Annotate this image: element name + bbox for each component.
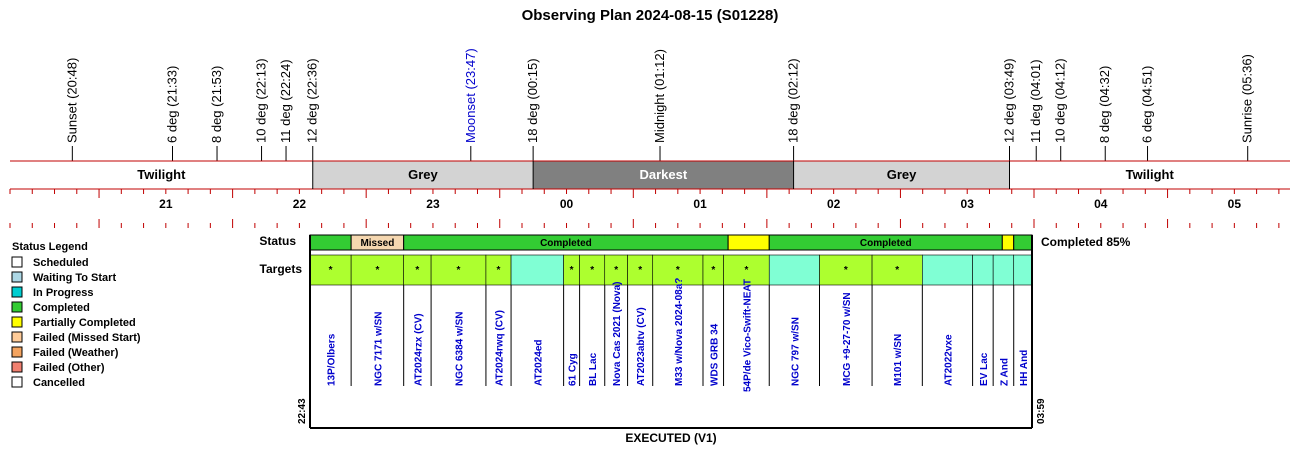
event-label: 6 deg (04:51) xyxy=(1139,65,1155,143)
legend-swatch xyxy=(12,287,22,297)
legend-item-label: Failed (Weather) xyxy=(33,347,119,359)
target-name: AT2023abtv (CV) xyxy=(636,307,648,386)
legend-swatch xyxy=(12,317,22,327)
target-marker: * xyxy=(590,265,595,276)
target-marker: * xyxy=(496,265,501,276)
target-name: AT2024ed xyxy=(533,339,545,386)
target-name: Nova Cas 2021 (Nova) xyxy=(612,281,624,386)
sky-band-label: Darkest xyxy=(639,167,688,182)
target-cell xyxy=(973,255,994,285)
target-name: BL Lac xyxy=(588,352,600,386)
legend-title: Status Legend xyxy=(12,241,88,253)
event-label: Midnight (01:12) xyxy=(652,49,668,143)
completion-text: Completed 85% xyxy=(1041,235,1131,249)
target-name: NGC 7171 w/SN xyxy=(373,311,385,386)
target-name: AT2024rwq (CV) xyxy=(494,310,506,386)
plan-end-time: 03:59 xyxy=(1036,398,1047,424)
legend-swatch xyxy=(12,332,22,342)
target-name: M33 w/Nova 2024-08a? xyxy=(673,277,685,386)
legend-swatch xyxy=(12,272,22,282)
legend-item-label: Cancelled xyxy=(33,377,85,389)
target-name: AT2024rzx (CV) xyxy=(413,313,425,386)
target-cell xyxy=(769,255,819,285)
status-row-label: Status xyxy=(259,234,296,248)
hour-label: 23 xyxy=(426,197,440,211)
target-cell xyxy=(1014,255,1032,285)
status-segment xyxy=(728,235,769,250)
footer-label: EXECUTED (V1) xyxy=(625,431,717,445)
target-marker: * xyxy=(328,265,333,276)
status-segment-label: Missed xyxy=(360,238,395,249)
sky-band-label: Twilight xyxy=(137,167,186,182)
status-segment xyxy=(1014,235,1032,250)
event-label: 10 deg (22:13) xyxy=(253,58,269,143)
event-label: 10 deg (04:12) xyxy=(1052,58,1068,143)
plan-start-time: 22:43 xyxy=(297,398,308,424)
target-name: EV Lac xyxy=(978,352,990,386)
hour-label: 21 xyxy=(159,197,173,211)
status-segment xyxy=(1002,235,1013,250)
target-cell xyxy=(993,255,1014,285)
event-label: 18 deg (00:15) xyxy=(525,58,541,143)
event-label: 8 deg (21:53) xyxy=(209,65,225,143)
sky-band-label: Twilight xyxy=(1125,167,1174,182)
sky-band-label: Grey xyxy=(886,167,917,182)
target-name: 13P/Olbers xyxy=(326,333,338,386)
legend-item-label: In Progress xyxy=(33,287,94,299)
chart-title: Observing Plan 2024-08-15 (S01228) xyxy=(521,7,779,24)
event-label: Moonset (23:47) xyxy=(462,48,478,143)
legend-swatch xyxy=(12,377,22,387)
event-label: 11 deg (22:24) xyxy=(278,59,294,143)
legend-swatch xyxy=(12,302,22,312)
legend-swatch xyxy=(12,257,22,267)
target-marker: * xyxy=(375,265,380,276)
target-cell xyxy=(922,255,972,285)
status-segment-label: Completed xyxy=(540,238,592,249)
target-name: Z And xyxy=(999,358,1011,386)
target-cell xyxy=(511,255,564,285)
status-segment xyxy=(310,235,351,250)
target-marker: * xyxy=(843,265,848,276)
legend-item-label: Waiting To Start xyxy=(33,272,117,284)
target-marker: * xyxy=(614,265,619,276)
target-marker: * xyxy=(711,265,716,276)
status-segment-label: Completed xyxy=(859,238,912,249)
event-label: Sunrise (05:36) xyxy=(1239,54,1255,143)
targets-row-label: Targets xyxy=(259,262,302,276)
event-label: 12 deg (03:49) xyxy=(1001,58,1017,143)
target-name: 61 Cyg xyxy=(567,353,579,386)
legend-item-label: Scheduled xyxy=(33,257,89,269)
target-marker: * xyxy=(415,265,420,276)
legend-swatch xyxy=(12,347,22,357)
event-label: 18 deg (02:12) xyxy=(785,58,801,143)
target-marker: * xyxy=(675,265,680,276)
target-marker: * xyxy=(456,265,461,276)
event-label: 6 deg (21:33) xyxy=(164,65,180,143)
hour-label: 01 xyxy=(693,197,707,211)
target-marker: * xyxy=(744,265,749,276)
target-name: 54P/de Vico-Swift-NEAT xyxy=(742,279,754,392)
event-label: 8 deg (04:32) xyxy=(1097,65,1113,143)
legend-swatch xyxy=(12,362,22,372)
target-name: M101 w/SN xyxy=(893,333,905,386)
target-marker: * xyxy=(569,265,574,276)
target-marker: * xyxy=(895,265,900,276)
hour-axis xyxy=(10,189,1279,228)
hour-label: 22 xyxy=(292,197,307,211)
legend-item-label: Failed (Other) xyxy=(33,362,105,374)
hour-label: 03 xyxy=(960,197,974,211)
legend-item-label: Completed xyxy=(33,302,90,314)
hour-label: 00 xyxy=(559,197,574,211)
target-marker: * xyxy=(638,265,643,276)
legend-item-label: Partially Completed xyxy=(33,317,136,329)
hour-label: 02 xyxy=(826,197,841,211)
target-name: MCG +9-27-70 w/SN xyxy=(841,292,853,386)
target-name: NGC 797 w/SN xyxy=(790,317,802,386)
legend-item-label: Failed (Missed Start) xyxy=(33,332,141,344)
event-label: 11 deg (04:01) xyxy=(1028,59,1044,143)
target-name: WDS GRB 34 xyxy=(709,323,721,386)
sky-bands xyxy=(10,161,1290,189)
event-label: Sunset (20:48) xyxy=(64,57,80,143)
target-name: NGC 6384 w/SN xyxy=(454,311,466,386)
plan-table xyxy=(259,234,1130,445)
hour-label: 05 xyxy=(1227,197,1242,211)
status-legend xyxy=(12,241,141,389)
sky-band-label: Grey xyxy=(408,167,438,182)
target-name: AT2022vxe xyxy=(943,334,955,386)
event-label: 12 deg (22:36) xyxy=(304,58,320,143)
target-name: HH And xyxy=(1018,349,1030,386)
hour-label: 04 xyxy=(1094,197,1108,211)
